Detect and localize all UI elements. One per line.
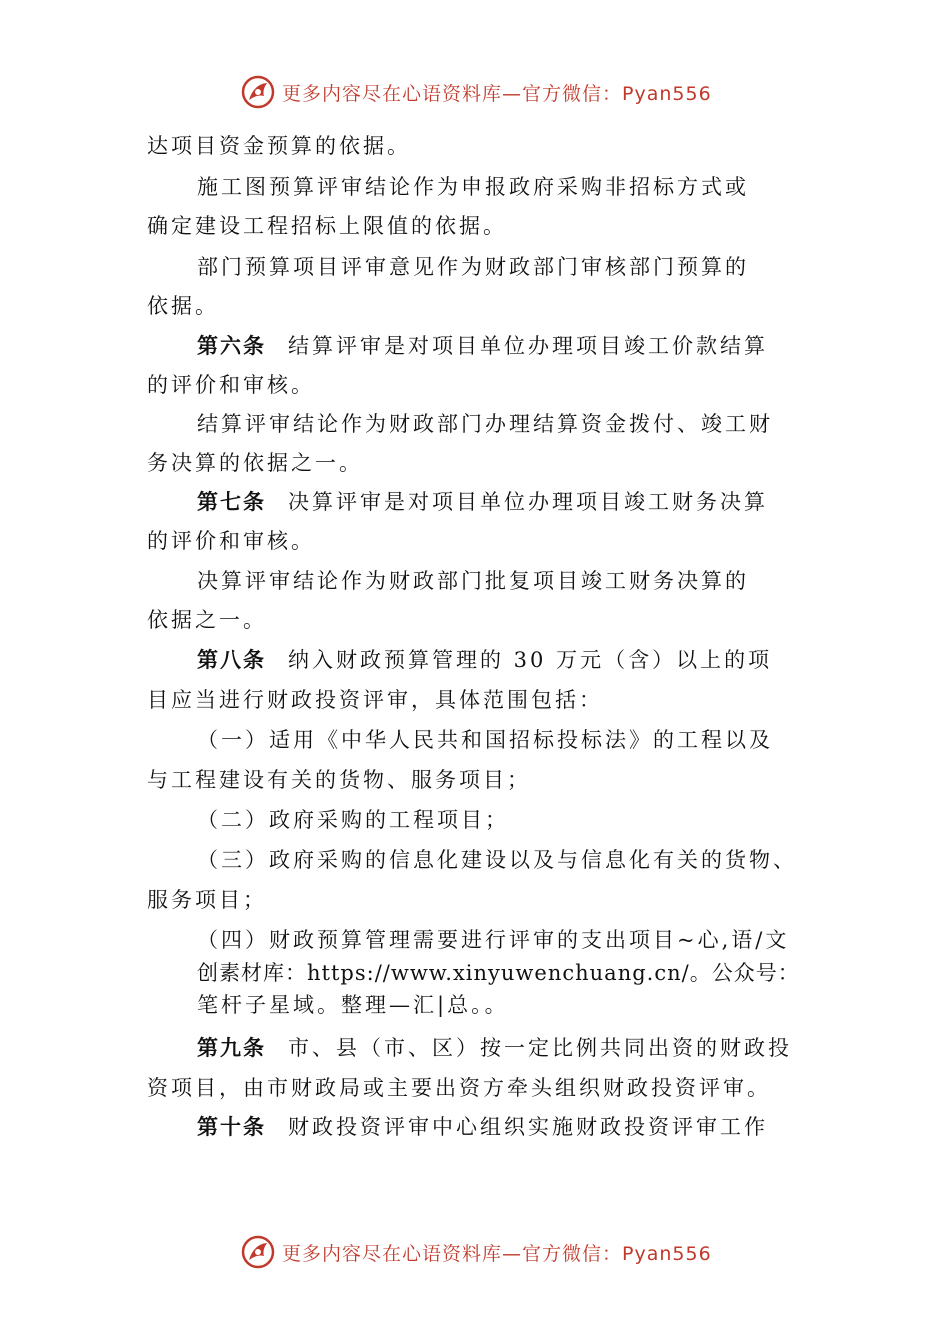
text-line: 务决算的依据之一。 <box>147 451 363 475</box>
text-line: 结算评审是对项目单位办理项目竣工价款结算 <box>288 334 768 358</box>
footer-banner <box>240 1232 712 1272</box>
text-line: 依据之一。 <box>147 608 267 632</box>
text-line: 的评价和审核。 <box>147 529 315 553</box>
seal-icon <box>240 1234 276 1270</box>
article-7-line <box>197 487 768 517</box>
text-line: 达项目资金预算的依据。 <box>147 134 411 158</box>
text-line: 结算评审结论作为财政部门办理结算资金拨付、竣工财 <box>197 412 773 436</box>
text-line: 创素材库：https://www.xinyuwenchuang.cn/。公众号： <box>197 961 800 985</box>
article-9-heading: 第九条 <box>197 1036 266 1060</box>
text-line: 笔杆子星域。整理—汇|总。。 <box>197 993 509 1017</box>
text-line: 纳入财政预算管理的 30 万元（含）以上的项 <box>288 648 773 672</box>
text-line: 决算评审结论作为财政部门批复项目竣工财务决算的 <box>197 569 749 593</box>
article-9-line <box>197 1033 792 1063</box>
article-8-heading: 第八条 <box>197 648 266 672</box>
text-line: 目应当进行财政投资评审，具体范围包括： <box>147 688 603 712</box>
text-line: 服务项目； <box>147 888 267 912</box>
article-7-heading: 第七条 <box>197 490 266 514</box>
text-line: 确定建设工程招标上限值的依据。 <box>147 214 507 238</box>
text-line: 部门预算项目评审意见作为财政部门审核部门预算的 <box>197 255 749 279</box>
text-line: （一）适用《中华人民共和国招标投标法》的工程以及 <box>197 728 773 752</box>
text-line: （二）政府采购的工程项目； <box>197 808 509 832</box>
text-line: 决算评审是对项目单位办理项目竣工财务决算 <box>288 490 768 514</box>
header-banner-text: 更多内容尽在心语资料库—官方微信：Pyan556 <box>282 82 712 105</box>
article-10-line <box>197 1112 768 1142</box>
text-line: （四）财政预算管理需要进行评审的支出项目~心,语/文 <box>197 928 790 952</box>
text-line: 市、县（市、区）按一定比例共同出资的财政投 <box>288 1036 792 1060</box>
article-6-line <box>197 331 768 361</box>
text-line: 施工图预算评审结论作为申报政府采购非招标方式或 <box>197 175 749 199</box>
text-line: （三）政府采购的信息化建设以及与信息化有关的货物、 <box>197 848 797 872</box>
footer-banner-text: 更多内容尽在心语资料库—官方微信：Pyan556 <box>282 1242 712 1265</box>
text-line: 依据。 <box>147 294 219 318</box>
header-banner <box>240 72 712 112</box>
article-10-heading: 第十条 <box>197 1115 266 1139</box>
text-line: 与工程建设有关的货物、服务项目； <box>147 768 531 792</box>
text-line: 的评价和审核。 <box>147 373 315 397</box>
article-8-line <box>197 645 772 675</box>
seal-icon <box>240 74 276 110</box>
text-line: 资项目，由市财政局或主要出资方牵头组织财政投资评审。 <box>147 1076 771 1100</box>
article-6-heading: 第六条 <box>197 334 266 358</box>
text-line: 财政投资评审中心组织实施财政投资评审工作 <box>288 1115 768 1139</box>
